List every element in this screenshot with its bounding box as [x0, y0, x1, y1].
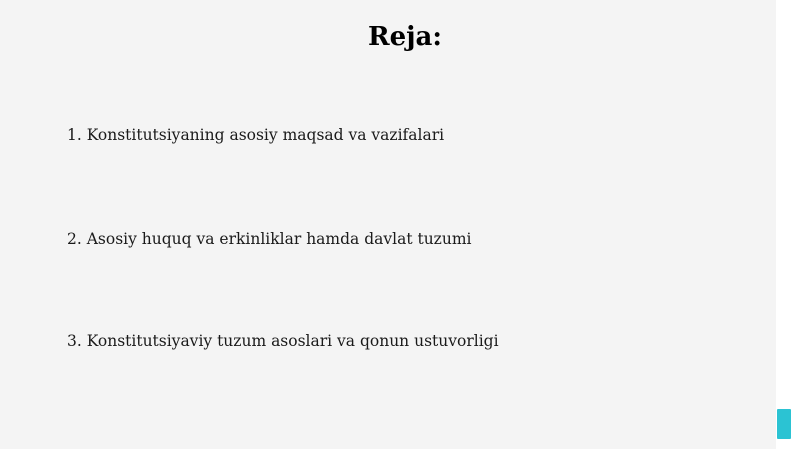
- vertical-scrollbar[interactable]: [776, 0, 800, 449]
- scrollbar-thumb[interactable]: [777, 409, 791, 439]
- list-item: 1. Konstitutsiyaning asosiy maqsad va vazifalari: [67, 126, 445, 144]
- slide-title: Reja:: [367, 22, 442, 52]
- list-item: 3. Konstitutsiyaviy tuzum asoslari va qonun ustuvorligi: [67, 332, 499, 350]
- list-item: 2. Asosiy huquq va erkinliklar hamda davlat tuzumi: [67, 230, 472, 248]
